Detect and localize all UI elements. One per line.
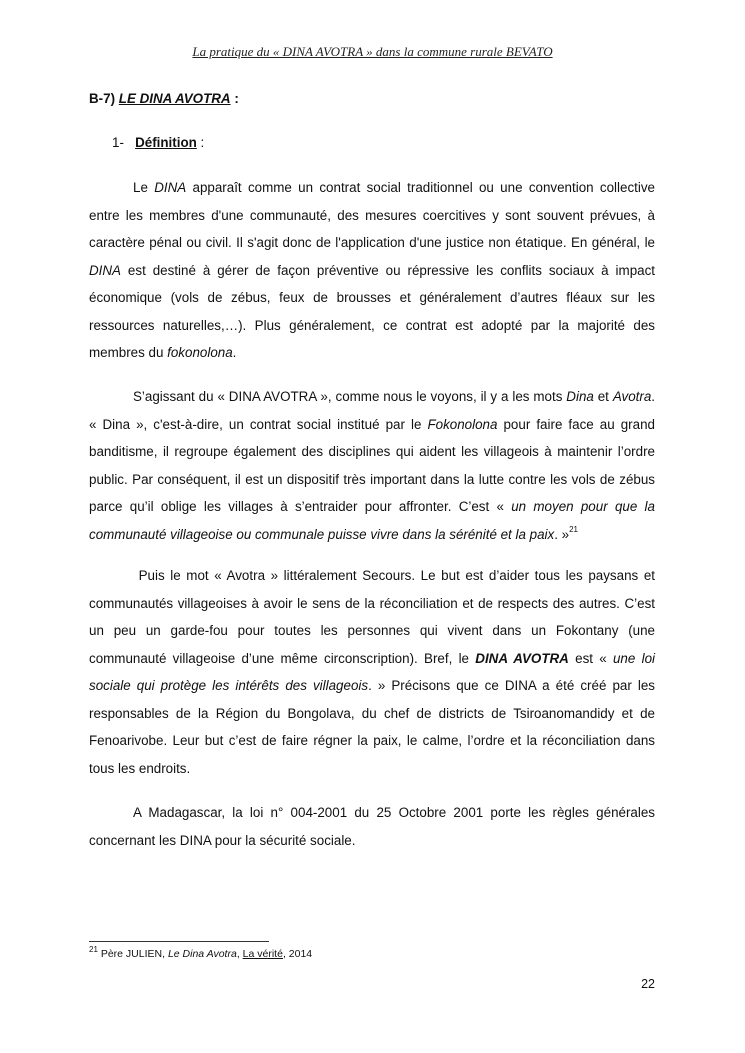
text-run: Père JULIEN,	[97, 948, 168, 960]
text-run-italic: Avotra	[612, 389, 652, 404]
subsection-suffix: :	[196, 135, 205, 150]
section-title: LE DINA AVOTRA	[118, 91, 231, 106]
text-run: et	[593, 389, 613, 404]
text-run: pour faire face au grand banditisme, il regroupe également des disciplines qui aident les villageois à maintenir l’ordre public. Par conséquent, il est un dispositif très important dans la lutte contre les vols de zébus parce qu’il oblige les villages à s’entraider pour affronter. C’est «	[89, 416, 655, 514]
text-run: est «	[568, 650, 613, 666]
section-heading	[89, 91, 655, 106]
text-run-italic: fokonolona	[167, 345, 233, 360]
text-run: est destiné à gérer de façon préventive ou répressive les conflits sociaux à impact économique (vols de zébus, feux de brousses et généralement d’autres fléaux sur les ressources naturelles,…). Plus généralement, ce contrat est adopté par la majorité des membres du	[89, 262, 655, 360]
text-run: Puis le mot « Avotra » littéralement Secours. Le but est d’aider tous les paysans et communautés villageoises à avoir le sens de la réconciliation et de respects des autres. C’est un peu un garde-fou pour toutes les personnes qui vivent dans un Fokontany (une communauté villageoise d’une même circonscription). Bref, le	[89, 568, 655, 666]
text-run-bold-italic: DINA AVOTRA	[475, 650, 569, 666]
text-run-italic: Fokonolona	[427, 416, 498, 432]
text-run: Le	[133, 180, 155, 195]
text-run-italic: Dina	[566, 389, 594, 404]
text-run-underlined: La vérité	[242, 948, 283, 960]
footnote	[89, 944, 313, 960]
text-run: . » Précisons que ce DINA a été créé par les responsables de la Région du Bongolava, du chef de districts de Tsiroanomandidy et de Fenoarivobe. Leur but c’est de faire régner la paix, le calme, l’ordre et la réconciliation dans tous les endroits.	[89, 678, 655, 776]
running-header: La pratique du « DINA AVOTRA » dans la commune rurale BEVATO	[192, 44, 553, 59]
text-run: apparaît comme un contrat social traditionnel ou une convention collective entre les membres d'une communauté, des mesures coercitives y sont souvent prévues, à caractère pénal ou civil. Il s'agit donc de l'application d'une justice non étatique. En général, le	[89, 180, 655, 250]
text-run: .	[232, 345, 237, 360]
text-run-italic: DINA	[154, 180, 187, 195]
subsection-number: 1-	[112, 135, 136, 150]
text-run: . »	[554, 526, 570, 542]
text-run-italic: DINA	[89, 262, 121, 278]
paragraph-avotra	[89, 562, 655, 782]
section-suffix: :	[230, 91, 239, 106]
footnote-separator	[89, 941, 269, 942]
text-run-italic: une loi sociale qui protège les intérêts des villageois	[89, 650, 655, 693]
section-prefix: B-7)	[89, 91, 119, 106]
text-run: A Madagascar, la loi n° 004-2001 du 25 Octobre 2001 porte les règles générales concernant les DINA pour la sécurité sociale.	[89, 805, 655, 848]
text-run: ,	[236, 948, 243, 960]
text-run: , 2014	[282, 948, 313, 960]
footnote-reference[interactable]: 21	[569, 525, 578, 535]
subsection-title: Définition	[135, 135, 197, 150]
paragraph-dina-avotra	[89, 383, 655, 548]
text-run-italic: Le Dina Avotra	[167, 948, 237, 960]
text-run: S’agissant du « DINA AVOTRA », comme nous le voyons, il y a les mots	[133, 389, 567, 404]
paragraph-madagascar-law	[89, 799, 655, 854]
text-run-italic: un moyen pour que la communauté villageoise ou communale puisse vivre dans la sérénité et la paix	[89, 499, 655, 542]
page-number: 22	[641, 977, 655, 991]
text-run: . « Dina », c'est-à-dire, un contrat social institué par le	[89, 389, 656, 432]
subsection-heading	[112, 135, 678, 150]
footnote-number: 21	[89, 944, 98, 954]
paragraph-definition	[89, 174, 655, 367]
